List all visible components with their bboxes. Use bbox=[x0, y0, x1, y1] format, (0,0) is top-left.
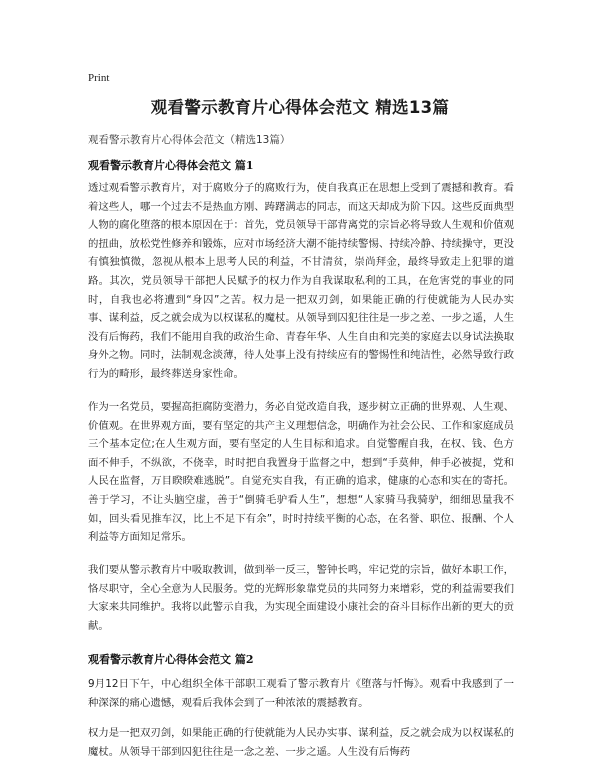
section-2-paragraph-1: 9月12日下午，中心组织全体干部职工观看了警示教育片《堕落与忏悔》。观看中我感到了一种深深的痛心遗憾，观看后我体会到了一种浓浓的震撼教育。 bbox=[88, 678, 514, 709]
section-heading-2: 观看警示教育片心得体会范文 篇2 bbox=[88, 653, 254, 666]
section-heading-1: 观看警示教育片心得体会范文 篇1 bbox=[88, 159, 254, 172]
section-1-paragraph-3: 我们要从警示教育片中吸取教训，做到举一反三，警钟长鸣，牢记党的宗旨，做好本职工作，恪尽职守，全心全意为人民服务。党的光辉形象靠党员的共同努力来增彩，党的利益需要我们大家来共同维护。我将以此警示自我，为实现全面建设小康社会的奋斗目标作出新的更大的贡献。 bbox=[88, 564, 515, 632]
print-link[interactable]: Print bbox=[88, 72, 110, 84]
section-1-paragraph-1: 透过观看警示教育片，对于腐败分子的腐败行为，使自我真正在思想上受到了震撼和教育。看着这些人，哪一个过去不是热血方刚、踌躇满志的同志，而这天却成为阶下囚。这些反面典型人物的腐化堕落的根本原因在于：首先，党员领导干部背离党的宗旨必将导致人生观和价值观的扭曲，放松党性修养和锻炼，应对市场经济大潮不能持续警惕、持续冷静、持续操守，更没有慎独慎微，忽视从根本上思考人民的利益，不甘清贫，崇尚拜金，最终导致走上犯罪的道路。其次，党员领导干部把人民赋予的权力作为自我谋取私利的工具，在危害党的事业的同时，自我也必将遭到“身囚”之苦。权力是一把双刃剑，如果能正确的行使就能为人民办实事、谋利益，反之就会成为以权谋私的魔杖。从领导到囚犯往往是一步之差、一步之遥，人生没有后悔药，我们不能用自我的政治生命、青春年华、人生自由和完美的家庭去以身试法换取身外之物。同时，法制观念淡薄，待人处事上没有持续应有的警惕性和纯洁性，必然导致行政行为的畸形，最终葬送身家性命。 bbox=[88, 182, 515, 380]
page-subtitle: 观看警示教育片心得体会范文（精选13篇） bbox=[88, 134, 291, 146]
page-title: 观看警示教育片心得体会范文 精选13篇 bbox=[150, 98, 450, 117]
section-1-paragraph-2: 作为一名党员，要握高拒腐防变潜力，务必自觉改造自我，逐步树立正确的世界观、人生观、价值观。在世界观方面，要有坚定的共产主义理想信念，明确作为社会公民、工作和家庭成员三个基本定位;在人生观方面，要有坚定的人生目标和追求。自觉警醒自我，在权、钱、色方面不伸手，不纵欲，不侥幸，时时把自我置身于监督之中，想到“手莫伸，伸手必被捉，党和人民在监督，万目睽睽难逃脱”。自觉充实自我，有正确的追求，健康的心态和实在的寄托。善于学习，不让头脑空虚，善于“倒骑毛驴看人生”，想想“人家骑马我骑驴，细细思量我不如，回头看见推车汉，比上不足下有余”，时时持续平衡的心态，在名誉、职位、报酬、个人利益等方面知足常乐。 bbox=[88, 401, 515, 544]
section-2-paragraph-2: 权力是一把双刃剑，如果能正确的行使就能为人民办实事、谋利益，反之就会成为以权谋私的魔杖。从领导干部到囚犯往往是一念之差、一步之遥。人生没有后悔药 bbox=[88, 727, 515, 758]
